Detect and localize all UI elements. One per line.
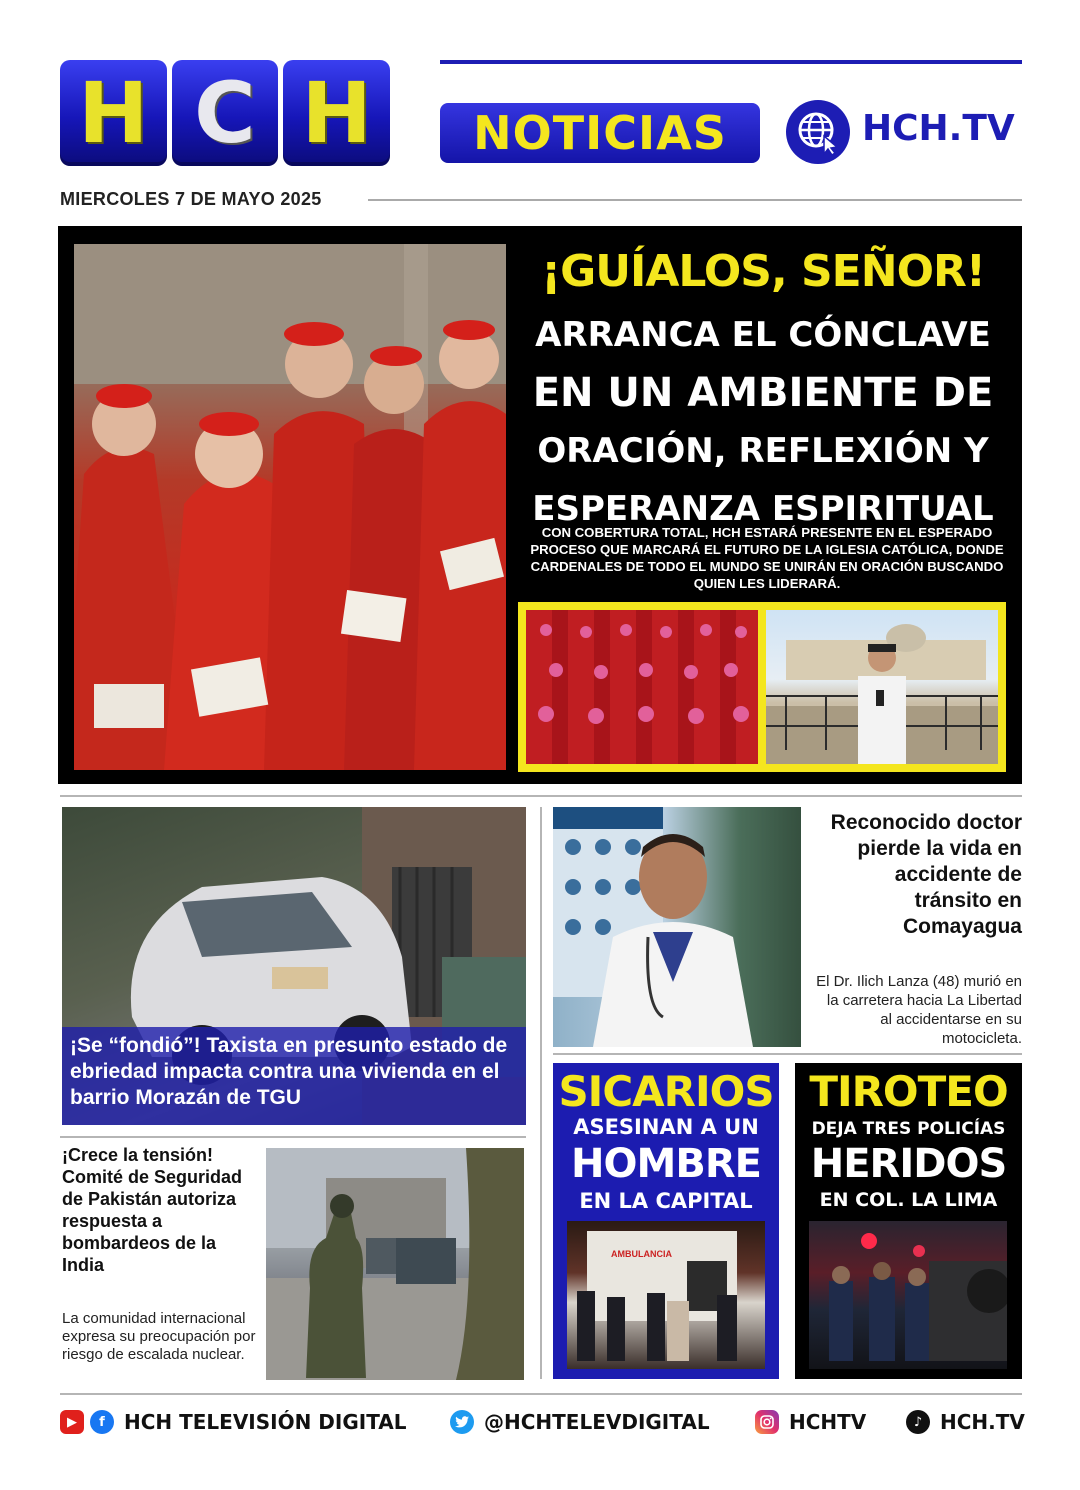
footer-tiktok[interactable]: [906, 1408, 1025, 1436]
main-story: [58, 226, 1022, 784]
facebook-handle[interactable]: HCH TELEVISIÓN DIGITAL: [124, 1410, 407, 1434]
date-rule: [368, 199, 1022, 201]
facebook-icon[interactable]: f: [90, 1410, 114, 1434]
headline-line: EN UN AMBIENTE DE: [532, 370, 994, 416]
sicarios-title: SICARIOS: [558, 1067, 774, 1116]
police-scene-photo: [809, 1221, 1007, 1369]
cardinals-rows-photo: [526, 610, 758, 764]
footer-rule: [60, 1393, 1022, 1395]
header-rule: [440, 60, 1022, 64]
headline-line: ORACIÓN, REFLEXIÓN Y: [537, 431, 989, 471]
taxi-crash-photo: [62, 807, 526, 1125]
column-divider: [540, 807, 542, 1379]
tiroteo-line: DEJA TRES POLICÍAS: [811, 1119, 1006, 1139]
tiroteo-title: TIROTEO: [809, 1067, 1008, 1116]
sicarios-line: EN LA CAPITAL: [579, 1189, 753, 1213]
doctor-deck: El Dr. Ilich Lanza (48) murió en la carretera hacia La Libertad al accidentarse en su motocicleta.: [816, 973, 1022, 1047]
ambulance-sign-text: AMBULANCIA: [611, 1249, 672, 1259]
sicarios-line: HOMBRE: [571, 1141, 761, 1187]
pakistan-deck: La comunidad internacional expresa su preocupación por riesgo de escalada nuclear.: [62, 1310, 256, 1363]
sicarios-box: [553, 1063, 779, 1379]
tiktok-handle[interactable]: HCH.TV: [940, 1410, 1025, 1434]
logo-letter-box: H: [60, 60, 167, 166]
doctor-headline: Reconocido doctor pierde la vida en accidente de tránsito en Comayagua: [830, 811, 1022, 938]
globe-cursor-icon: [786, 100, 850, 164]
hch-logo: [60, 60, 390, 166]
section-label: NOTICIAS: [473, 106, 727, 160]
cardinals-photo: [74, 244, 506, 770]
section-divider: [60, 1136, 526, 1138]
logo-letter-box: C: [172, 60, 279, 166]
soldier-street-photo: [266, 1148, 524, 1380]
main-deck: CON COBERTURA TOTAL, HCH ESTARÁ PRESENTE EN EL ESPERADO PROCESO QUE MARCARÁ EL FUTURO DE LA IGLESIA CATÓLICA, DONDE CARDENALES DE TODO EL MUNDO SE UNIRÁN EN ORACIÓN BUSCANDO QUIEN LES LIDERARÁ.: [530, 525, 1004, 591]
pakistan-headline: ¡Crece la tensión! Comité de Seguridad de Pakistán autoriza respuesta a bombardeos de la India: [62, 1145, 243, 1275]
footer-instagram[interactable]: [755, 1408, 866, 1436]
tiktok-icon[interactable]: ♪: [906, 1410, 930, 1434]
headline-line: ESPERANZA ESPIRITUAL: [532, 489, 994, 529]
instagram-handle[interactable]: HCHTV: [789, 1410, 867, 1434]
issue-date: MIERCOLES 7 DE MAYO 2025: [60, 189, 322, 209]
youtube-icon[interactable]: ▶: [60, 1410, 84, 1434]
main-kicker: ¡GUÍALOS, SEÑOR!: [541, 246, 985, 297]
sicarios-line: ASESINAN A UN: [573, 1115, 759, 1139]
tiroteo-box: [795, 1063, 1022, 1379]
twitter-handle[interactable]: @HCHTELEVDIGITAL: [484, 1410, 710, 1434]
footer-facebook-youtube[interactable]: [60, 1408, 407, 1436]
instagram-icon[interactable]: [755, 1410, 779, 1434]
logo-letter-box: H: [283, 60, 390, 166]
twitter-icon[interactable]: [450, 1410, 474, 1434]
tiroteo-line: EN COL. LA LIMA: [819, 1189, 998, 1211]
taxi-headline: ¡Se “fondió”! Taxista en presunto estado de ebriedad impacta contra una vivienda en el barrio Morazán de TGU: [62, 1027, 526, 1125]
main-thumbnails: [518, 602, 1006, 772]
footer-twitter[interactable]: [450, 1408, 710, 1436]
ambulance-scene-photo: [567, 1221, 765, 1369]
main-headline: [513, 306, 1013, 538]
section-badge: [440, 103, 760, 163]
tiroteo-line: HERIDOS: [810, 1141, 1007, 1187]
reporter-vatican-photo: [766, 610, 998, 764]
website-label[interactable]: HCH.TV: [862, 108, 1015, 149]
headline-line: ARRANCA EL CÓNCLAVE: [535, 315, 991, 355]
section-divider: [553, 1053, 1022, 1055]
section-divider: [60, 795, 1022, 797]
doctor-photo: [553, 807, 801, 1047]
